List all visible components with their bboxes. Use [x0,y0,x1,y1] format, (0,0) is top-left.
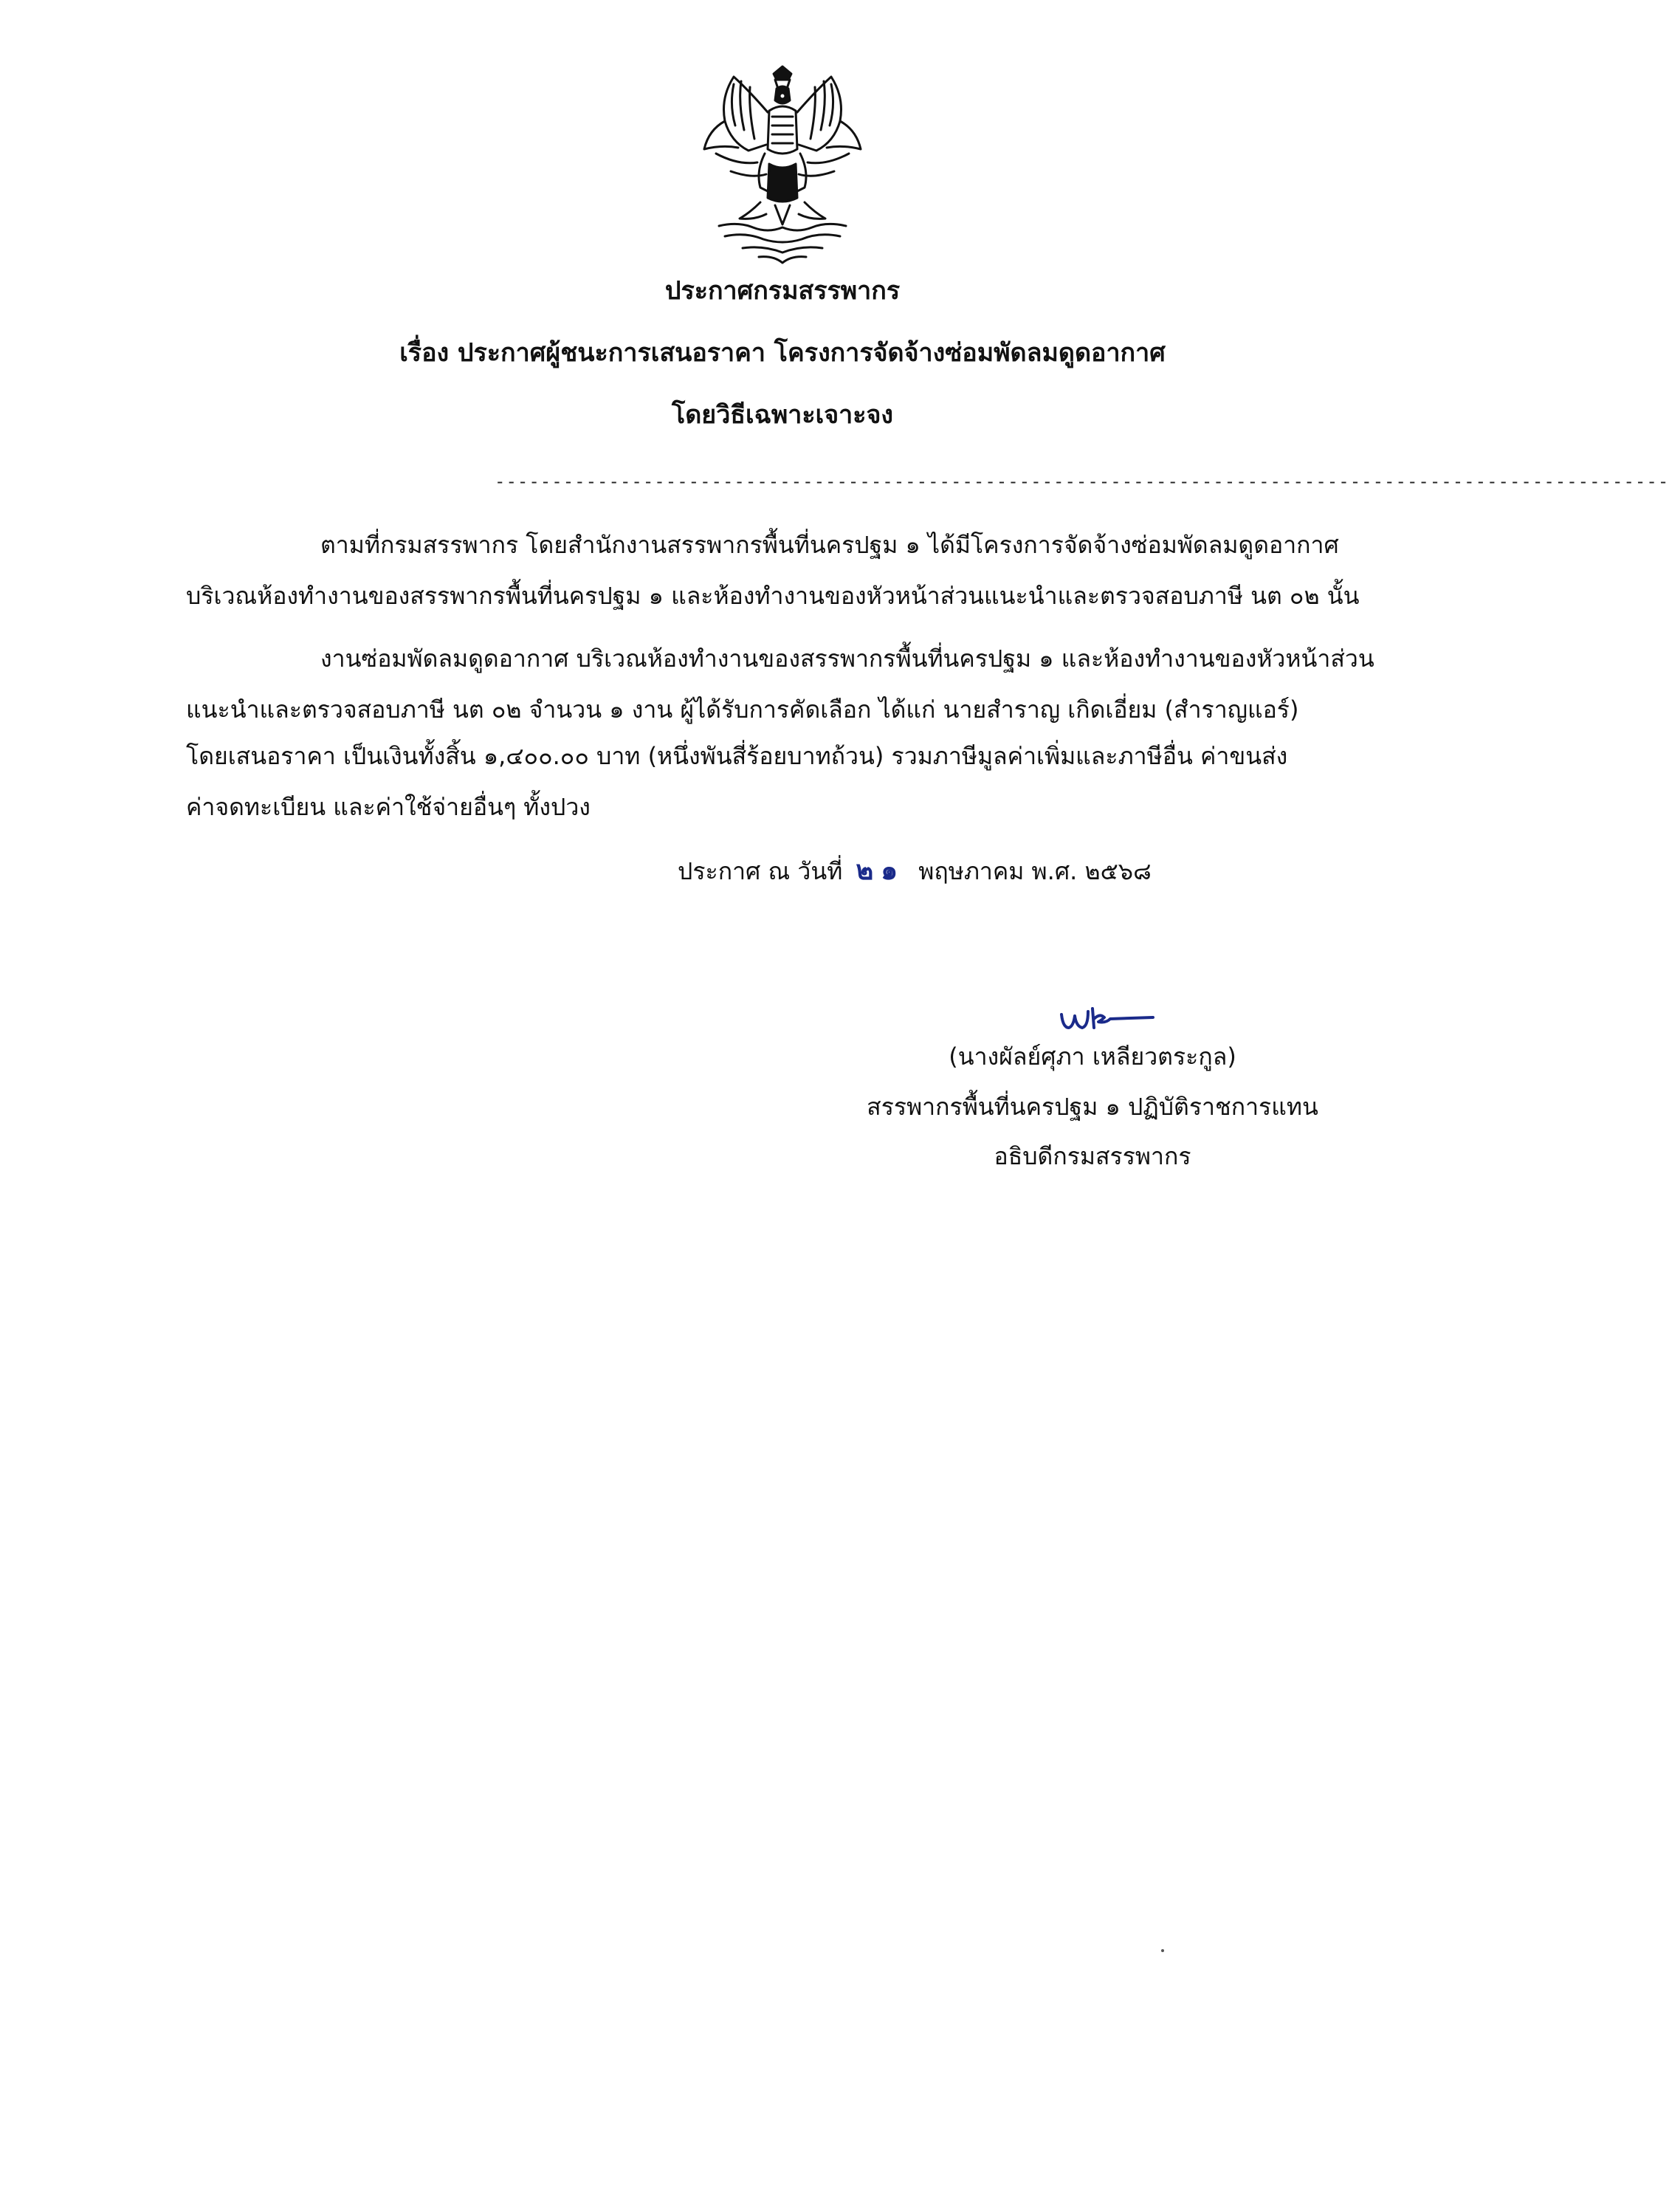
signatory-authority: อธิบดีกรมสรรพากร [994,1142,1191,1170]
paragraph-2-line-2: แนะนำและตรวจสอบภาษี นต ๐๒ จำนวน ๑ งาน ผู้ได้รับการคัดเลือก ได้แก่ นายสำราญ เกิดเอี่ยม (สำราญแอร์) [186,695,1299,724]
date-prefix: ประกาศ ณ วันที่ [678,857,843,885]
paragraph-2-line-1: งานซ่อมพัดลมดูดอากาศ บริเวณห้องทำงานของสรรพากรพื้นที่นครปฐม ๑ และห้องทำงานของหัวหน้าส่วน [320,645,1374,673]
paragraph-1-line-1: ตามที่กรมสรรพากร โดยสำนักงานสรรพากรพื้นที่นครปฐม ๑ ได้มีโครงการจัดจ้างซ่อมพัดลมดูดอากาศ [320,531,1339,559]
handwritten-day: ๒๑ [856,855,906,886]
document-subject: เรื่อง ประกาศผู้ชนะการเสนอราคา โครงการจัดจ้างซ่อมพัดลมดูดอากาศ [399,338,1166,368]
announcement-date [678,855,1152,887]
paragraph-2-line-3: โดยเสนอราคา เป็นเงินทั้งสิ้น ๑,๔๐๐.๐๐ บาท (หนึ่งพันสี่ร้อยบาทถ้วน) รวมภาษีมูลค่าเพิ่มและภาษีอื่น ค่าขนส่ง [186,742,1288,770]
handwritten-signature-icon [1056,998,1159,1037]
garuda-emblem-icon [686,68,878,267]
procurement-method: โดยวิธีเฉพาะเจาะจง [671,400,894,430]
date-month-year: พฤษภาคม พ.ศ. ๒๕๖๘ [918,857,1152,885]
paragraph-1-line-2: บริเวณห้องทำงานของสรรพากรพื้นที่นครปฐม ๑ และห้องทำงานของหัวหน้าส่วนแนะนำและตรวจสอบภาษี นต ๐๒ นั้น [186,582,1360,610]
signatory-position: สรรพากรพื้นที่นครปฐม ๑ ปฏิบัติราชการแทน [867,1093,1318,1121]
divider-line: ------------------------------------------------------------------------------------------------------- [495,471,1669,492]
scan-speck [1161,1949,1164,1952]
document-title: ประกาศกรมสรรพากร [664,276,901,306]
paragraph-2-line-4: ค่าจดทะเบียน และค่าใช้จ่ายอื่นๆ ทั้งปวง [186,793,591,821]
signatory-name: (นางผัลย์ศุภา เหลียวตระกูล) [949,1043,1236,1071]
